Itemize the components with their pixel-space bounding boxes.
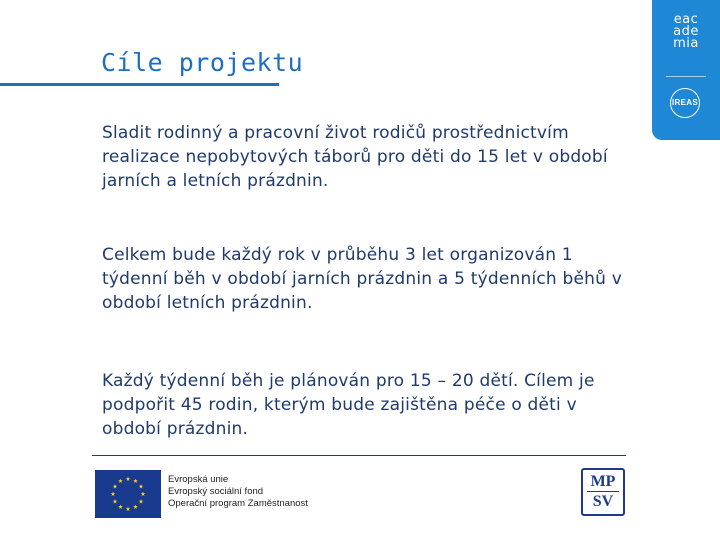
- mpsv-logo: [581, 468, 625, 516]
- esf-line: Evropský sociální fond: [168, 486, 264, 497]
- goal-paragraph-1: Sladit rodinný a pracovní život rodičů prostřednictvím realizace nepobytových táborů pro děti do 15 let v období jarních a letních prázdnin.: [102, 123, 608, 191]
- mpsv-logo-bottom: SV: [592, 493, 614, 510]
- goal-paragraph-3: Každý týdenní běh je plánován pro 15 – 20 dětí. Cílem je podpořit 45 rodin, kterým bude zajištěna péče o děti v období prázdnin.: [102, 371, 595, 439]
- mpsv-logo-divider: [587, 491, 619, 492]
- logo-line: eac: [673, 12, 699, 27]
- opz-line: Operační program Zaměstnanost: [168, 498, 308, 509]
- eu-flag-icon: [95, 470, 161, 518]
- goal-paragraph-2: Celkem bude každý rok v průběhu 3 let organizován 1 týdenní běh v období jarních prázdnin a 5 týdenních běhů v období letních prázdnin.: [102, 245, 622, 313]
- eacademia-logo: [652, 14, 720, 50]
- logo-line: ade: [673, 24, 699, 39]
- brand-panel: [652, 0, 720, 140]
- logo-line: mia: [673, 36, 699, 51]
- ireas-logo: IREAS: [670, 88, 700, 118]
- eu-line: Evropská unie: [168, 474, 229, 485]
- slide-title: Cíle projektu: [101, 48, 304, 77]
- footer-divider: [92, 455, 626, 456]
- title-underline: [0, 83, 279, 86]
- mpsv-logo-top: MP: [590, 473, 616, 490]
- eu-funding-text: [168, 474, 308, 510]
- brand-divider: [666, 76, 706, 77]
